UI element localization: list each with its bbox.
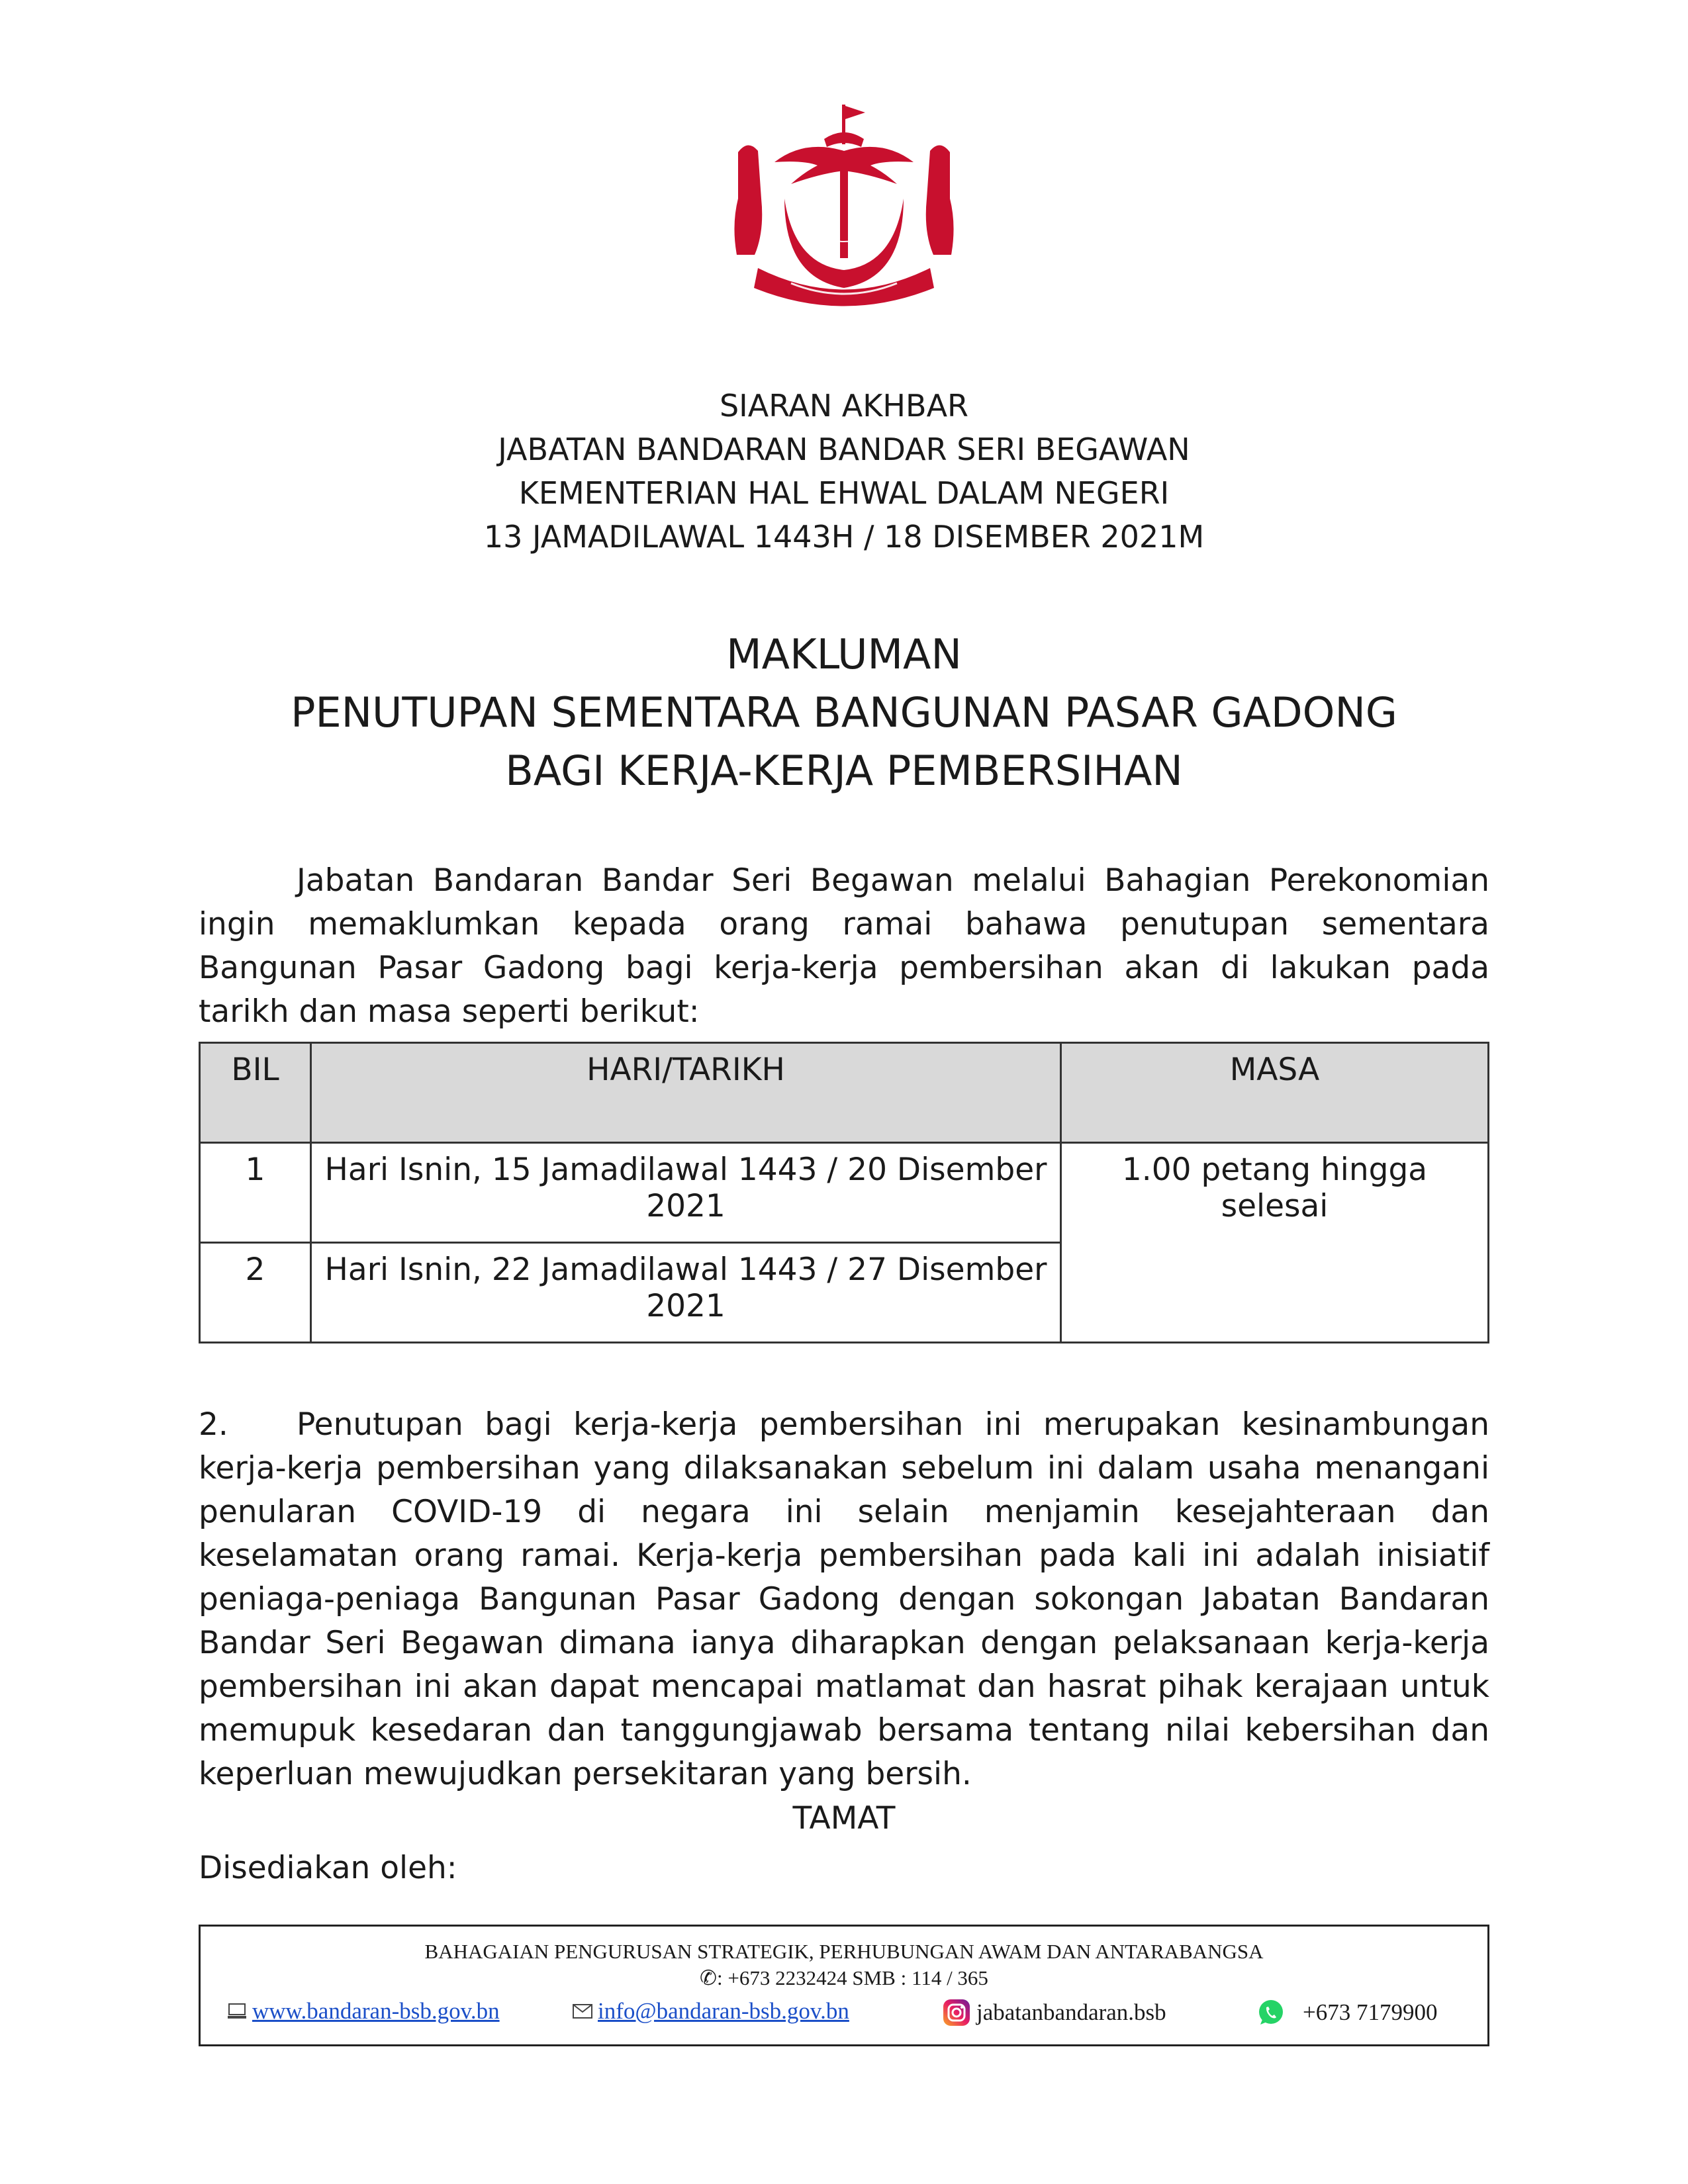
title-line-1: MAKLUMAN (726, 630, 962, 678)
row-1-date: Hari Isnin, 15 Jamadilawal 1443 / 20 Disember 2021 (311, 1143, 1061, 1243)
header-line-1: SIARAN AKHBAR (719, 388, 969, 424)
instagram-icon (942, 1998, 971, 2027)
paragraph-number: 2. (199, 1406, 228, 1443)
prepared-by-label: Disediakan oleh: (199, 1850, 457, 1886)
header-bil: BIL (200, 1043, 311, 1143)
header-line-2: JABATAN BANDARAN BANDAR SERI BEGAWAN (498, 432, 1190, 467)
phone-icon: ✆ (700, 1966, 718, 1989)
footer-phone-line (201, 1966, 1487, 1990)
email-link[interactable]: info@bandaran-bsb.gov.bn (598, 1998, 849, 2024)
header-line-3: KEMENTERIAN HAL EHWAL DALAM NEGERI (518, 475, 1170, 511)
intro-text: Jabatan Bandaran Bandar Seri Begawan melalui Bahagian Perekonomian ingin memaklumkan kepada orang ramai bahawa penutupan sementara Bangunan Pasar Gadong bagi kerja-kerja pembersihan akan di lakukan pada tarikh dan masa seperti berikut: (199, 862, 1489, 1030)
footer-contacts (201, 1998, 1487, 2031)
title-line-2: PENUTUPAN SEMENTARA BANGUNAN PASAR GADONG (291, 688, 1397, 737)
time-cell: 1.00 petang hingga selesai (1061, 1143, 1489, 1343)
whatsapp-contact (1256, 1998, 1438, 2027)
header-date: HARI/TARIKH (311, 1043, 1061, 1143)
whatsapp-number: +673 7179900 (1303, 1999, 1438, 2025)
header-line-4: 13 JAMADILAWAL 1443H / 18 DISEMBER 2021M (483, 519, 1205, 555)
end-marker: TAMAT (792, 1800, 896, 1837)
intro-paragraph (199, 859, 1489, 1034)
contact-footer (199, 1925, 1489, 2046)
notice-title (0, 625, 1688, 800)
press-release-header (0, 384, 1688, 559)
schedule-table (199, 1042, 1489, 1343)
paragraph-2-text: Penutupan bagi kerja-kerja pembersihan ini merupakan kesinambungan kerja-kerja pembersihan yang dilaksanakan sebelum ini dalam usaha menangani penularan COVID-19 di negara ini selain menjamin kesejahteraan dan keselamatan orang ramai. Kerja-kerja pembersihan pada kali ini adalah inisiatif peniaga-peniaga Bangunan Pasar Gadong dengan sokongan Jabatan Bandaran Bandar Seri Begawan dimana ianya diharapkan dengan pelaksanaan kerja-kerja pembersihan ini akan dapat mencapai matlamat dan hasrat pihak kerajaan untuk memupuk kesedaran dan tanggungjawab bersama tentang nilai kebersihan dan keperluan mewujudkan persekitaran yang bersih. (199, 1406, 1489, 1792)
website-contact (227, 1998, 500, 2025)
envelope-icon (573, 2004, 592, 2019)
email-contact (573, 1998, 849, 2025)
table-row (200, 1143, 1489, 1243)
header-time: MASA (1061, 1043, 1489, 1143)
title-line-3: BAGI KERJA-KERJA PEMBERSIHAN (505, 747, 1183, 795)
brunei-crest-icon (712, 99, 976, 318)
instagram-contact (942, 1998, 1166, 2027)
footer-department: BAHAGAIAN PENGURUSAN STRATEGIK, PERHUBUNGAN AWAM DAN ANTARABANGSA (424, 1940, 1264, 1963)
computer-icon (227, 2003, 247, 2020)
row-1-bil: 1 (200, 1143, 311, 1243)
paragraph-2 (199, 1403, 1489, 1796)
instagram-handle: jabatanbandaran.bsb (976, 1999, 1166, 2025)
whatsapp-icon (1256, 1998, 1286, 2027)
table-header-row (200, 1043, 1489, 1143)
row-2-bil: 2 (200, 1243, 311, 1343)
footer-phone: : +673 2232424 SMB : 114 / 365 (717, 1966, 988, 1989)
website-link[interactable]: www.bandaran-bsb.gov.bn (252, 1998, 500, 2024)
row-2-date: Hari Isnin, 22 Jamadilawal 1443 / 27 Disember 2021 (311, 1243, 1061, 1343)
